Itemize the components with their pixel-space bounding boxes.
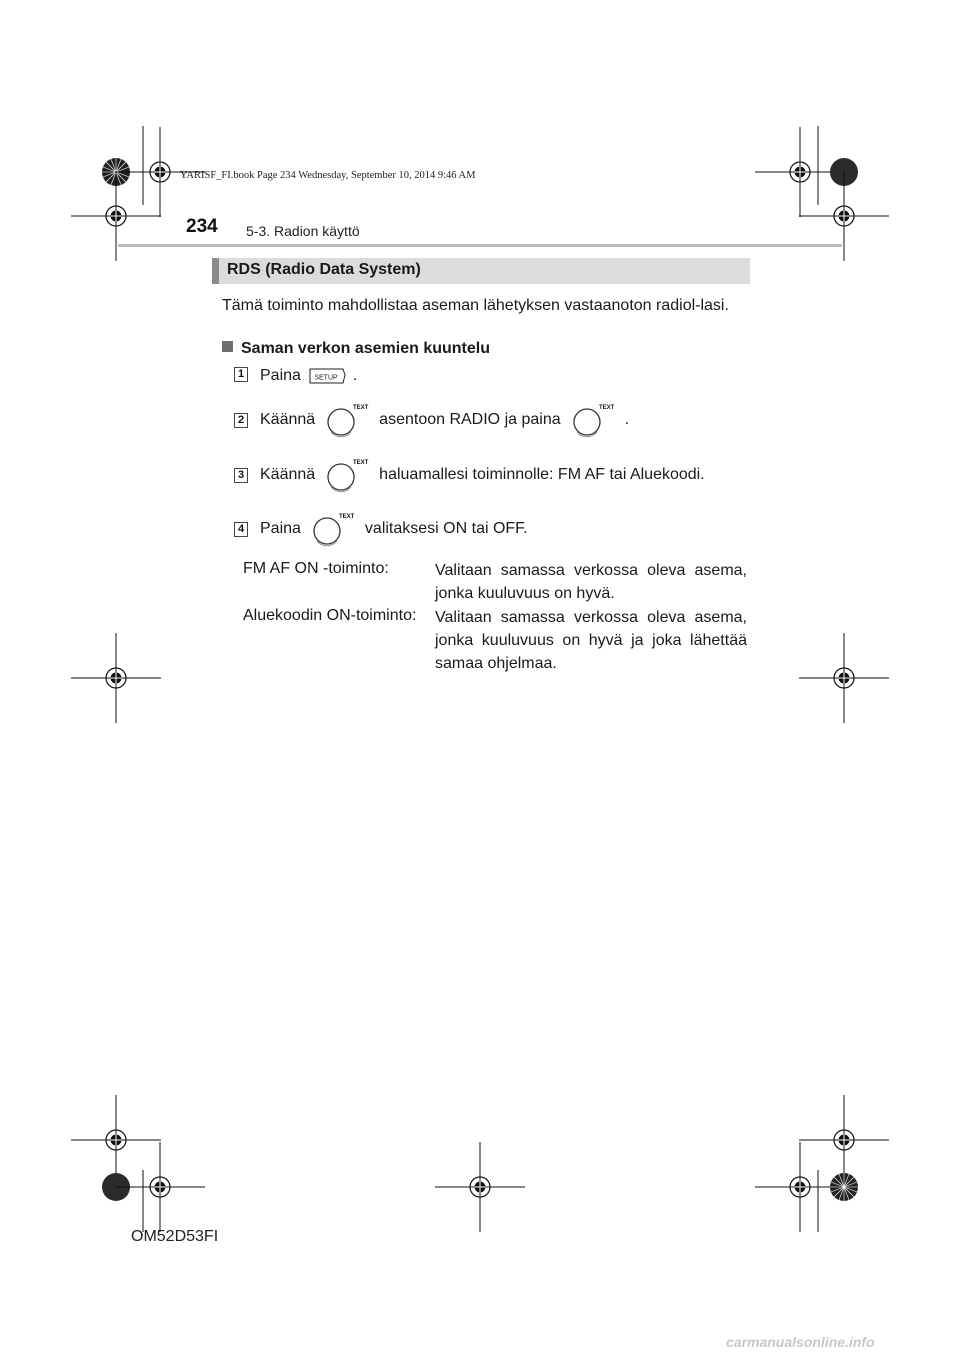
step-number: 1 (234, 367, 248, 382)
step-text: Käännä (260, 411, 316, 428)
step-number: 2 (234, 413, 248, 428)
step-text: Paina (260, 520, 301, 537)
tune-knob-icon (321, 402, 373, 438)
step-2 (260, 402, 629, 438)
subsection-heading (222, 340, 490, 358)
step-1 (260, 358, 357, 394)
tune-knob-icon (307, 511, 359, 547)
step-number: 3 (234, 468, 248, 483)
step-3 (260, 457, 705, 493)
tune-knob-icon (567, 402, 619, 438)
definition-term: Aluekoodin ON-toiminto: (243, 607, 417, 624)
watermark: carmanualsonline.info (726, 1334, 875, 1350)
square-bullet-icon (222, 341, 233, 352)
setup-label: SETUP (314, 374, 338, 382)
step-number: 4 (234, 522, 248, 537)
chapter-title: 5-3. Radion käyttö (246, 223, 360, 239)
subsection-title: Saman verkon asemien kuuntelu (241, 340, 490, 357)
step-text: . (624, 411, 630, 428)
step-text: . (352, 367, 358, 384)
step-text: valitaksesi ON tai OFF. (364, 520, 528, 537)
intro-paragraph: Tämä toiminto mahdollistaa aseman lähetyksen vastaanoton radiol-lasi. (222, 297, 729, 314)
definition-description: Valitaan samassa verkossa oleva asema, jonka kuuluvuus on hyvä ja joka lähettää samaa ohjelmaa. (435, 609, 747, 672)
knob-label: TEXT (338, 514, 355, 520)
section-title: RDS (Radio Data System) (227, 261, 421, 278)
manual-code: OM52D53FI (131, 1228, 219, 1245)
section-heading-bar (212, 258, 750, 284)
step-4 (260, 511, 528, 547)
header-rule (118, 244, 842, 247)
knob-label: TEXT (353, 460, 369, 466)
step-text: Käännä (260, 466, 316, 483)
step-text: haluamallesi toiminnolle: FM AF tai Aluekoodi. (379, 466, 705, 483)
book-info-line: YARISF_FI.book Page 234 Wednesday, September 10, 2014 9:46 AM (180, 170, 476, 181)
page-number: 234 (186, 216, 218, 237)
setup-button-icon (307, 367, 347, 385)
step-text: Paina (260, 367, 301, 384)
definition-description: Valitaan samassa verkossa oleva asema, jonka kuuluvuus on hyvä. (435, 562, 747, 602)
knob-label: TEXT (598, 405, 614, 411)
tune-knob-icon (321, 457, 373, 493)
knob-label: TEXT (353, 405, 369, 411)
step-text: asentoon RADIO ja paina (379, 411, 561, 428)
definition-term: FM AF ON -toiminto: (243, 560, 389, 577)
